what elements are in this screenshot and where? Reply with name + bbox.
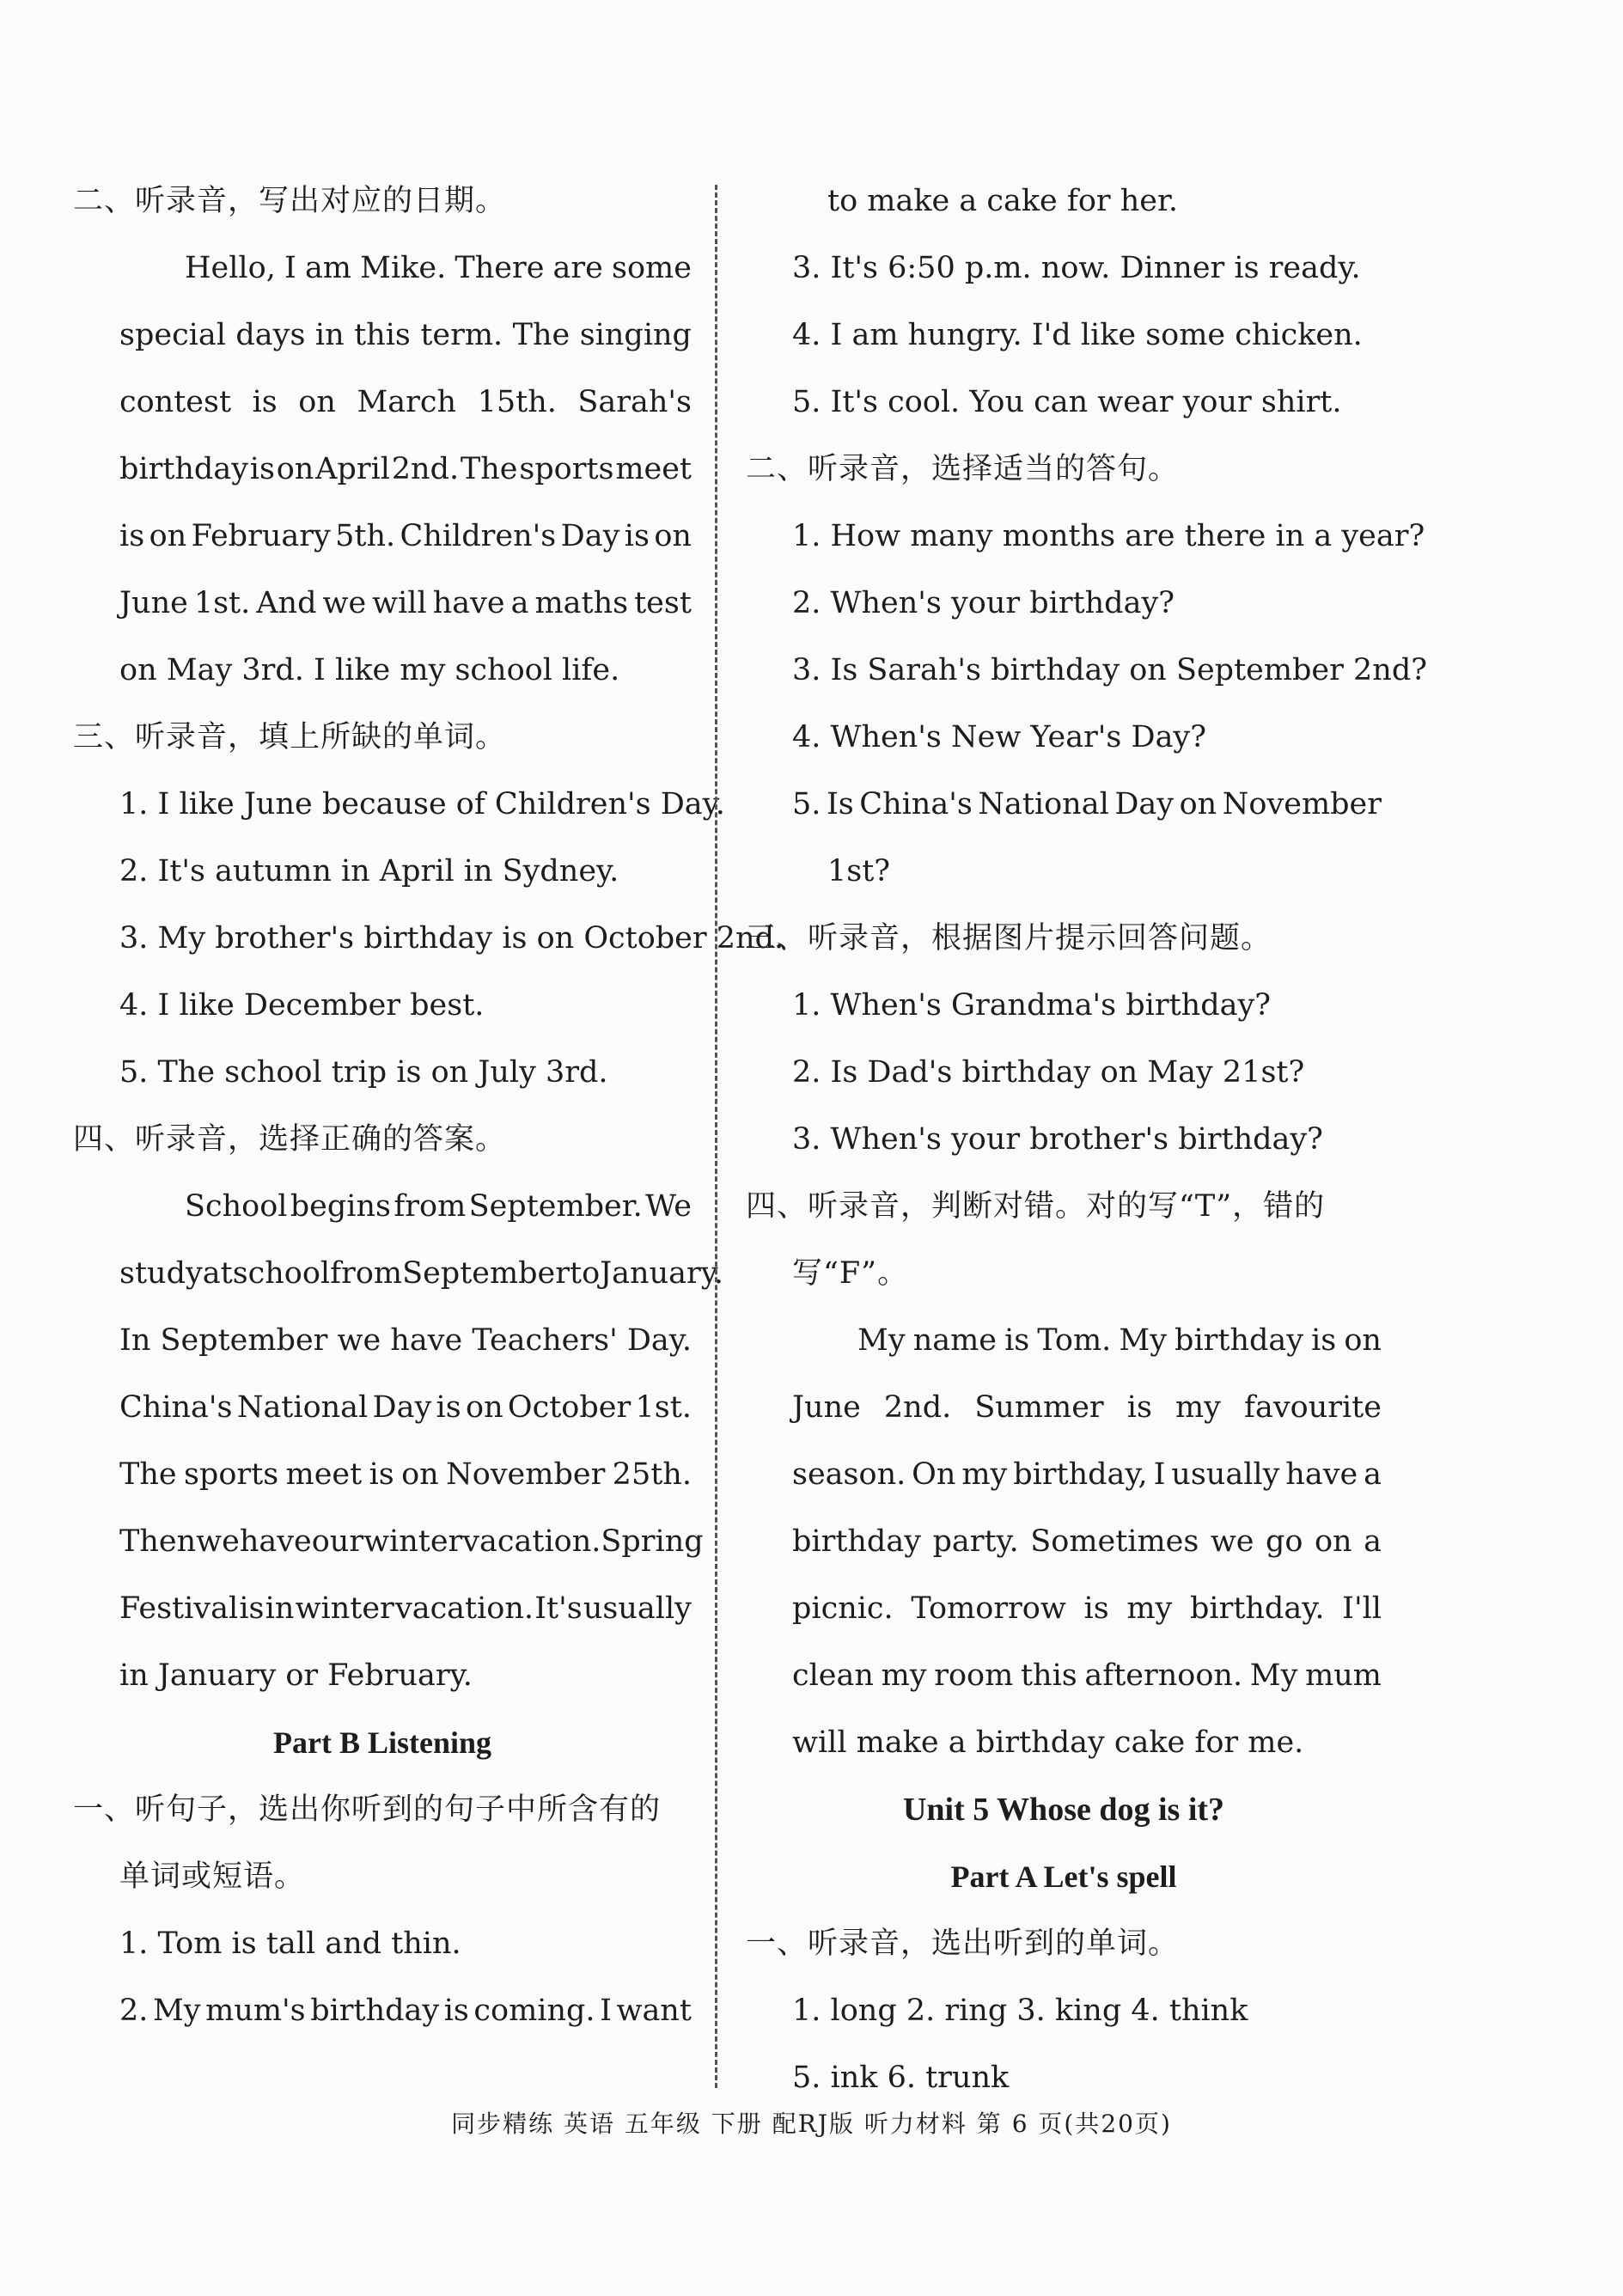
passage-line: will make a birthday cake for me. <box>792 1725 1304 1760</box>
list-item: 1. How many months are there in a year? <box>792 519 1425 553</box>
part-title: Part B Listening <box>272 1725 491 1760</box>
unit-title: Unit 5 Whose dog is it? <box>902 1792 1225 1828</box>
passage-line: June 2nd. Summer is my favourite <box>792 1390 1382 1425</box>
list-item-cont: 1st? <box>827 854 891 888</box>
list-item: 4. I like December best. <box>119 988 485 1023</box>
list-item: 3. It's 6:50 p.m. now. Dinner is ready. <box>792 251 1361 285</box>
section-heading: 二、听录音，选择适当的答句。 <box>746 452 1180 486</box>
passage-line: Then we have our winter vacation. Spring <box>119 1524 704 1559</box>
column-divider <box>715 185 717 2088</box>
list-item: 1. I like June because of Children's Day. <box>119 787 725 821</box>
list-item: 3. Is Sarah's birthday on September 2nd? <box>792 653 1427 687</box>
list-item: 2. When's your birthday? <box>792 586 1175 620</box>
passage-line: China's National Day is on October 1st. <box>119 1390 692 1425</box>
list-item: 3. My brother's birthday is on October 2nd. <box>119 921 784 956</box>
section-heading: 一、听录音，选出听到的单词。 <box>746 1927 1180 1961</box>
section-heading-cont: 写“F”。 <box>792 1256 909 1291</box>
page-footer: 同步精练 英语 五年级 下册 配RJ版 听力材料 第 6 页(共20页) <box>451 2110 1172 2138</box>
passage-line: special days in this term. The singing <box>119 318 692 352</box>
passage-line: The sports meet is on November 25th. <box>119 1457 692 1492</box>
passage-line: In September we have Teachers' Day. <box>119 1323 692 1358</box>
list-item: 5. The school trip is on July 3rd. <box>119 1055 608 1090</box>
list-item: 3. When's your brother's birthday? <box>792 1122 1323 1157</box>
passage-line: contest is on March 15th. Sarah's <box>119 385 692 419</box>
passage-line: My name is Tom. My birthday is on <box>857 1323 1382 1358</box>
section-heading: 一、听句子，选出你听到的句子中所含有的 <box>73 1792 662 1827</box>
passage-line: study at school from September to January. <box>119 1256 723 1291</box>
passage-line: June 1st. And we will have a maths test <box>119 586 692 620</box>
list-item: 2. Is Dad's birthday on May 21st? <box>792 1055 1305 1090</box>
list-item: 5. Is China's National Day on November <box>792 787 1382 821</box>
list-item: 1. Tom is tall and thin. <box>119 1927 461 1961</box>
section-heading: 三、听录音，填上所缺的单词。 <box>73 720 507 754</box>
part-title: Part A Let's spell <box>950 1859 1177 1894</box>
list-item: 2. My mum's birthday is coming. I want <box>119 1994 692 2028</box>
section-heading: 二、听录音，写出对应的日期。 <box>73 184 507 218</box>
list-item: 4. When's New Year's Day? <box>792 720 1206 754</box>
passage-line: School begins from September. We <box>185 1189 692 1224</box>
passage-line: is on February 5th. Children's Day is on <box>119 519 692 553</box>
list-item: 1. When's Grandma's birthday? <box>792 988 1272 1023</box>
list-item: 2. It's autumn in April in Sydney. <box>119 854 619 888</box>
passage-line: on May 3rd. I like my school life. <box>119 653 620 687</box>
section-heading: 四、听录音，判断对错。对的写“T”，错的 <box>746 1189 1326 1224</box>
list-item: 5. It's cool. You can wear your shirt. <box>792 385 1342 419</box>
list-item: 5. ink 6. trunk <box>792 2061 1010 2095</box>
passage-line: season. On my birthday, I usually have a <box>792 1457 1382 1492</box>
passage-line: birthday is on April 2nd. The sports meet <box>119 452 692 486</box>
passage-line: clean my room this afternoon. My mum <box>792 1658 1382 1693</box>
passage-line: birthday party. Sometimes we go on a <box>792 1524 1382 1559</box>
left-column <box>73 168 784 2044</box>
passage-line: picnic. Tomorrow is my birthday. I'll <box>792 1591 1382 1626</box>
list-item: 4. I am hungry. I'd like some chicken. <box>792 318 1363 352</box>
right-column <box>746 168 1427 2111</box>
list-item: 1. long 2. ring 3. king 4. think <box>792 1994 1248 2028</box>
section-heading: 三、听录音，根据图片提示回答问题。 <box>746 921 1272 956</box>
section-heading-cont: 单词或短语。 <box>119 1859 306 1894</box>
passage-line: in January or February. <box>119 1658 473 1693</box>
list-item-cont: to make a cake for her. <box>827 184 1179 218</box>
section-heading: 四、听录音，选择正确的答案。 <box>73 1122 507 1157</box>
passage-line: Hello, I am Mike. There are some <box>185 251 692 285</box>
passage-line: Festival is in winter vacation. It's usually <box>119 1591 692 1626</box>
